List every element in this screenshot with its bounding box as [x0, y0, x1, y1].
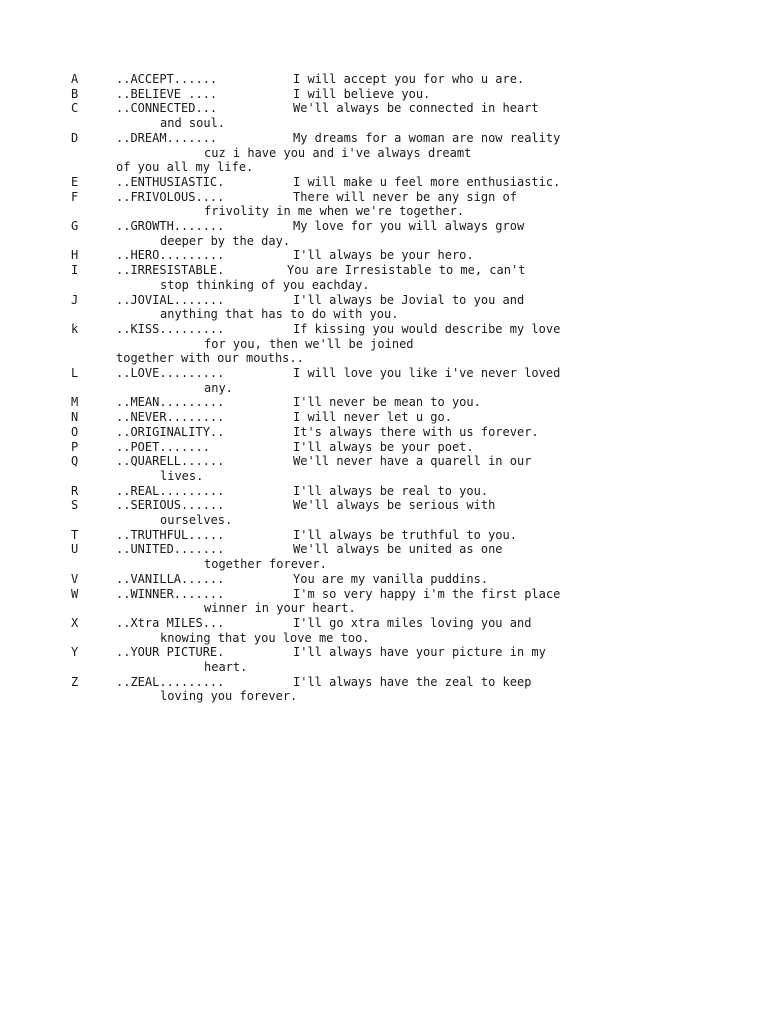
entry-word: ..Xtra MILES...	[116, 615, 225, 630]
entry-continuation-line	[0, 513, 768, 528]
entry-phrase: I'll always be your hero.	[293, 248, 474, 263]
entry-letter: W	[71, 586, 79, 601]
entry-line	[0, 454, 768, 469]
entry-line	[0, 219, 768, 234]
entry-word: ..KISS.........	[116, 321, 225, 336]
entry-phrase: I will make u feel more enthusiastic.	[293, 174, 561, 189]
entry-word: ..ACCEPT......	[116, 72, 218, 86]
entry-phrase: I'll go xtra miles loving you and	[293, 615, 532, 630]
entry-continuation: stop thinking of you eachday.	[160, 277, 370, 292]
entry-phrase: We'll never have a quarell in our	[293, 454, 532, 469]
entry-letter: T	[71, 527, 79, 542]
entry-letter: Z	[71, 674, 79, 689]
entry-word: ..TRUTHFUL.....	[116, 527, 225, 542]
entry-word: ..VANILLA......	[116, 571, 225, 586]
entry-letter: M	[71, 395, 79, 410]
entry-continuation-line	[0, 469, 768, 484]
entry-line	[0, 293, 768, 308]
entry-word: ..QUARELL......	[116, 454, 225, 469]
entry-letter: Q	[71, 454, 79, 469]
entry-line	[0, 498, 768, 513]
entry-phrase: I'm so very happy i'm the first place	[293, 586, 561, 601]
entry-phrase: I'll always have the zeal to keep	[293, 674, 532, 689]
entry-continuation-line	[0, 381, 768, 396]
entry-word: ..DREAM.......	[116, 130, 218, 145]
entry-phrase: I will never let u go.	[293, 410, 452, 425]
entry-continuation: for you, then we'll be joined	[204, 336, 414, 351]
entry-letter: B	[71, 86, 79, 101]
entry-phrase: I will accept you for who u are.	[293, 72, 525, 86]
entry-word: ..POET.......	[116, 439, 210, 454]
entry-line	[0, 542, 768, 557]
entry-word: ..UNITED.......	[116, 542, 225, 557]
entry-continuation-line	[0, 689, 768, 704]
entry-line	[0, 248, 768, 263]
entry-line	[0, 425, 768, 440]
entry-continuation-line	[0, 631, 768, 646]
entry-letter: L	[71, 366, 79, 380]
entry-letter: P	[71, 439, 79, 454]
entry-word: ..CONNECTED...	[116, 101, 218, 116]
entry-line	[0, 101, 768, 116]
entry-letter: X	[71, 615, 79, 630]
entry-word: ..WINNER.......	[116, 586, 225, 601]
entry-continuation: loving you forever.	[160, 689, 298, 704]
entry-letter: E	[71, 174, 79, 189]
entry-continuation: together forever.	[204, 557, 327, 572]
entry-word: ..IRRESISTABLE.	[116, 263, 225, 278]
entry-line	[0, 528, 768, 543]
entry-continuation: together with our mouths..	[116, 351, 304, 366]
entry-line	[0, 645, 768, 660]
entry-phrase: It's always there with us forever.	[293, 424, 539, 439]
entry-continuation: any.	[204, 380, 233, 395]
entry-continuation-line	[0, 160, 768, 175]
entry-continuation: heart.	[204, 660, 248, 674]
entry-continuation-line	[0, 307, 768, 322]
entry-phrase: We'll always be united as one	[293, 542, 503, 557]
entry-letter: N	[71, 410, 79, 425]
entry-line	[0, 395, 768, 410]
entry-line	[0, 587, 768, 602]
entry-line	[0, 440, 768, 455]
entry-letter: R	[71, 483, 79, 498]
entry-letter: A	[71, 72, 79, 86]
entry-continuation: cuz i have you and i've always dreamt	[204, 145, 472, 160]
entry-continuation-line	[0, 601, 768, 616]
entry-line	[0, 366, 768, 381]
entry-word: ..ZEAL.........	[116, 674, 225, 689]
entry-phrase: I'll always be truthful to you.	[293, 527, 517, 542]
entry-word: ..YOUR PICTURE.	[116, 645, 225, 660]
entry-phrase: There will never be any sign of	[293, 189, 517, 204]
entry-letter: D	[71, 130, 79, 145]
entry-phrase: I'll always be Jovial to you and	[293, 292, 525, 307]
entry-word: ..GROWTH.......	[116, 219, 225, 233]
entry-phrase: I'll always have your picture in my	[293, 645, 546, 660]
entry-continuation: of you all my life.	[116, 160, 254, 175]
entry-continuation: and soul.	[160, 116, 226, 131]
entry-letter: G	[71, 219, 79, 233]
entry-continuation: ourselves.	[160, 513, 233, 527]
entry-continuation: frivolity in me when we're together.	[204, 204, 465, 219]
entry-phrase: My love for you will always grow	[293, 219, 525, 233]
entry-continuation-line	[0, 116, 768, 131]
entry-phrase: We'll always be connected in heart	[293, 101, 539, 116]
entry-phrase: I'll always be your poet.	[293, 439, 474, 454]
entry-letter: k	[71, 321, 79, 336]
entry-continuation-line	[0, 146, 768, 161]
entry-letter: J	[71, 292, 79, 307]
entry-letter: C	[71, 101, 79, 116]
entry-continuation-line	[0, 660, 768, 675]
entry-continuation: knowing that you love me too.	[160, 630, 370, 645]
entry-line	[0, 484, 768, 499]
entry-continuation: winner in your heart.	[204, 601, 356, 616]
entry-phrase: I will believe you.	[293, 86, 431, 101]
entry-line	[0, 616, 768, 631]
entry-word: ..LOVE.........	[116, 366, 225, 380]
entry-phrase: We'll always be serious with	[293, 498, 496, 513]
entry-line	[0, 190, 768, 205]
entry-word: ..ORIGINALITY..	[116, 424, 225, 439]
entry-line	[0, 263, 768, 278]
entry-phrase: You are my vanilla puddins.	[293, 571, 489, 586]
entry-phrase: My dreams for a woman are now reality	[293, 130, 561, 145]
entry-letter: F	[71, 189, 79, 204]
entry-line	[0, 322, 768, 337]
entry-word: ..NEVER........	[116, 410, 225, 425]
entry-continuation: deeper by the day.	[160, 233, 291, 248]
entry-letter: H	[71, 248, 79, 263]
entry-continuation-line	[0, 234, 768, 249]
entry-letter: S	[71, 498, 79, 513]
entry-letter: O	[71, 424, 79, 439]
entry-letter: U	[71, 542, 79, 557]
entry-word: ..REAL.........	[116, 483, 225, 498]
entry-continuation: lives.	[160, 468, 204, 483]
entry-word: ..JOVIAL.......	[116, 292, 225, 307]
entry-word: ..HERO.........	[116, 248, 225, 263]
entry-continuation-line	[0, 337, 768, 352]
entry-letter: V	[71, 571, 79, 586]
entry-phrase: You are Irresistable to me, can't	[287, 263, 526, 278]
entry-letter: Y	[71, 645, 79, 660]
entry-phrase: I'll always be real to you.	[293, 483, 489, 498]
entry-word: ..ENTHUSIASTIC.	[116, 174, 225, 189]
entry-line	[0, 572, 768, 587]
entry-phrase: If kissing you would describe my love	[293, 321, 561, 336]
entry-continuation: anything that has to do with you.	[160, 307, 399, 322]
entry-phrase: I'll never be mean to you.	[293, 395, 481, 410]
entry-line	[0, 131, 768, 146]
entry-continuation-line	[0, 204, 768, 219]
entry-continuation-line	[0, 278, 768, 293]
entry-word: ..FRIVOLOUS....	[116, 189, 225, 204]
entry-phrase: I will love you like i've never loved	[293, 366, 561, 380]
entry-continuation-line	[0, 351, 768, 366]
entry-line	[0, 410, 768, 425]
entry-line	[0, 175, 768, 190]
entry-continuation-line	[0, 557, 768, 572]
entry-letter: I	[71, 263, 79, 278]
entry-line	[0, 675, 768, 690]
entry-word: ..BELIEVE ....	[116, 86, 218, 101]
entry-line	[0, 72, 768, 87]
entry-word: ..SERIOUS......	[116, 498, 225, 513]
entry-word: ..MEAN.........	[116, 395, 225, 410]
entry-line	[0, 87, 768, 102]
